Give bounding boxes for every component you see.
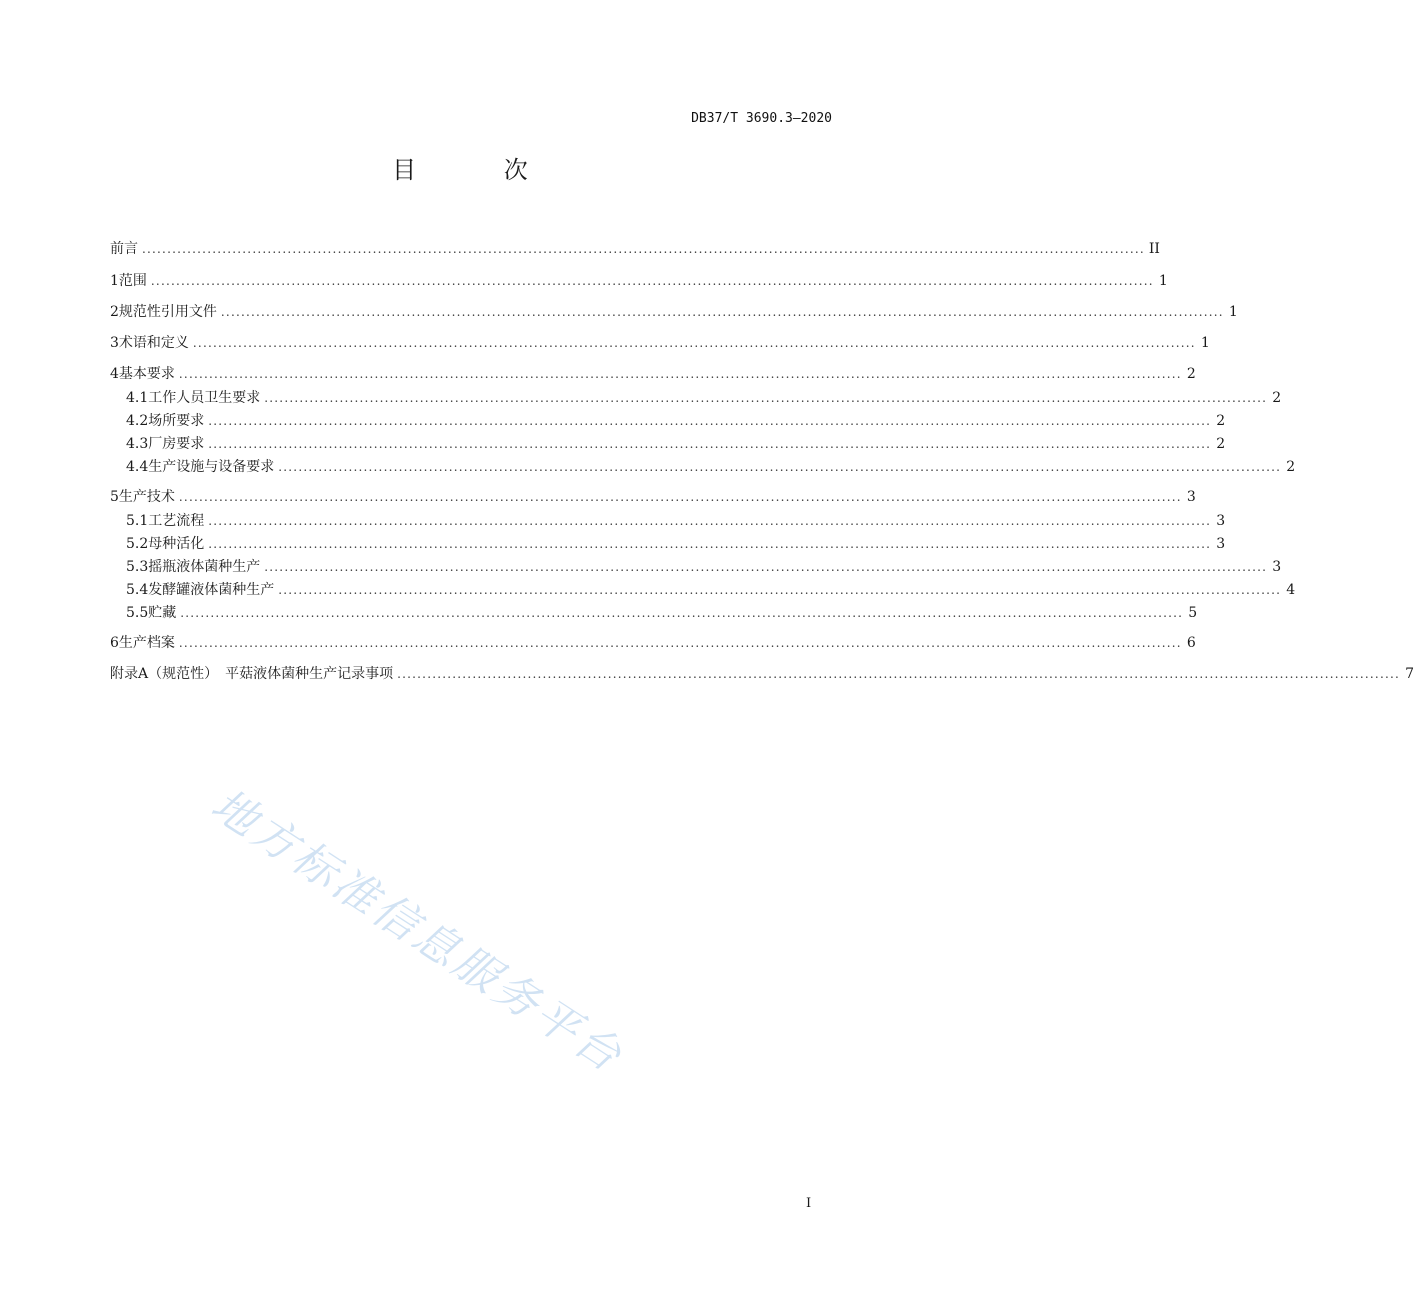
toc-dot-leader: ........................................................................................................................................................................................................ <box>192 336 1196 350</box>
toc-dot-leader: ........................................................................................................................................................................................................ <box>208 514 1212 528</box>
toc-dot-leader: ........................................................................................................................................................................................................ <box>220 305 1224 319</box>
toc-entry-page: 2 <box>1186 366 1196 382</box>
toc-entry-number: 4.3 <box>126 436 149 452</box>
toc-dot-leader: ........................................................................................................................................................................................................ <box>178 367 1182 381</box>
toc-entry-label: 生产技术 <box>118 489 175 505</box>
toc-entry-number: 4 <box>110 366 119 382</box>
toc-entry-label: 基本要求 <box>118 366 175 382</box>
toc-entry[interactable] <box>110 434 1226 454</box>
toc-entry-label: 母种活化 <box>148 536 205 552</box>
toc-entry-label: 贮藏 <box>148 605 177 621</box>
toc-dot-leader: ........................................................................................................................................................................................................ <box>278 583 1282 597</box>
toc-entry-page: II <box>1148 241 1160 257</box>
toc-entry[interactable] <box>110 388 1282 408</box>
toc-dot-leader: ........................................................................................................................................................................................................ <box>397 667 1400 681</box>
toc-entry-label: 规范性引用文件 <box>118 304 217 320</box>
toc-entry-number: 4.1 <box>126 390 149 406</box>
toc-dot-leader: ........................................................................................................................................................................................................ <box>142 242 1145 256</box>
toc-entry-label: 摇瓶液体菌种生产 <box>148 559 261 575</box>
toc-dot-leader: ........................................................................................................................................................................................................ <box>208 537 1212 551</box>
toc-entry-label: 生产设施与设备要求 <box>148 459 275 475</box>
toc-entry[interactable] <box>110 487 1196 507</box>
toc-entry[interactable] <box>110 664 1414 684</box>
toc-entry-page: 1 <box>1228 304 1238 320</box>
watermark: 地方标准信息服务平台 <box>202 779 633 1084</box>
toc-entry-page: 3 <box>1272 559 1282 575</box>
toc-dot-leader: ........................................................................................................................................................................................................ <box>150 274 1154 288</box>
standard-code: DB37/T 3690.3—2020 <box>691 111 832 126</box>
toc-entry[interactable] <box>110 271 1168 291</box>
toc-entry-page: 2 <box>1216 436 1226 452</box>
toc-dot-leader: ........................................................................................................................................................................................................ <box>278 460 1282 474</box>
toc-entry[interactable] <box>110 364 1196 384</box>
toc-entry[interactable] <box>110 633 1196 653</box>
toc-dot-leader: ........................................................................................................................................................................................................ <box>178 636 1182 650</box>
toc-entry-page: 3 <box>1216 513 1226 529</box>
toc-entry-number: 4.2 <box>126 413 149 429</box>
toc-entry-label: 工艺流程 <box>148 513 205 529</box>
toc-entry[interactable] <box>110 239 1160 259</box>
toc-entry[interactable] <box>110 603 1198 623</box>
toc-entry[interactable] <box>110 302 1238 322</box>
toc-entry-label: 工作人员卫生要求 <box>148 390 261 406</box>
toc-entry-number: 4.4 <box>126 459 149 475</box>
toc-entry[interactable] <box>110 333 1210 353</box>
toc-entry-number: 5.1 <box>126 513 149 529</box>
toc-entry-number: 1 <box>110 273 119 289</box>
toc-entry[interactable] <box>110 580 1296 600</box>
footer-page-number: I <box>806 1196 812 1211</box>
toc-dot-leader: ........................................................................................................................................................................................................ <box>264 391 1268 405</box>
toc-entry-label: 范围 <box>118 273 147 289</box>
toc-dot-leader: ........................................................................................................................................................................................................ <box>208 437 1212 451</box>
toc-entry-page: 2 <box>1272 390 1282 406</box>
toc-entry-number: 5.3 <box>126 559 149 575</box>
toc-entry-number: 6 <box>110 635 119 651</box>
toc-entry-page: 3 <box>1186 489 1196 505</box>
toc-entry-page: 2 <box>1286 459 1296 475</box>
toc-entry-number: 2 <box>110 304 119 320</box>
toc-dot-leader: ........................................................................................................................................................................................................ <box>178 490 1182 504</box>
toc-dot-leader: ........................................................................................................................................................................................................ <box>264 560 1268 574</box>
toc-entry-page: 3 <box>1216 536 1226 552</box>
toc-entry-label: 场所要求 <box>148 413 205 429</box>
toc-entry-page: 2 <box>1216 413 1226 429</box>
toc-dot-leader: ........................................................................................................................................................................................................ <box>208 414 1212 428</box>
toc-entry[interactable] <box>110 457 1296 477</box>
toc-entry[interactable] <box>110 557 1282 577</box>
toc-entry[interactable] <box>110 534 1226 554</box>
toc-dot-leader: ........................................................................................................................................................................................................ <box>180 606 1184 620</box>
toc-entry-page: 6 <box>1186 635 1196 651</box>
toc-entry-page: 5 <box>1188 605 1198 621</box>
toc-entry-page: 4 <box>1286 582 1296 598</box>
toc-entry-label: 发酵罐液体菌种生产 <box>148 582 275 598</box>
toc-entry[interactable] <box>110 411 1226 431</box>
toc-entry-label: 生产档案 <box>118 635 175 651</box>
toc-entry-page: 1 <box>1200 335 1210 351</box>
toc-entry-number: 5.2 <box>126 536 149 552</box>
toc-entry-page: 1 <box>1158 273 1168 289</box>
toc-entry-page: 7 <box>1405 666 1414 682</box>
toc-entry[interactable] <box>110 511 1226 531</box>
toc-entry-number: 5 <box>110 489 119 505</box>
toc-entry-label: 前言 <box>110 241 138 257</box>
toc-entry-number: 3 <box>110 335 119 351</box>
toc-entry-label: 术语和定义 <box>118 335 189 351</box>
toc-entry-label: 附录A（规范性） 平菇液体菌种生产记录事项 <box>110 666 394 682</box>
page-title: 目 次 <box>392 156 568 184</box>
toc-entry-number: 5.5 <box>126 605 149 621</box>
toc-entry-label: 厂房要求 <box>148 436 205 452</box>
toc-entry-number: 5.4 <box>126 582 149 598</box>
